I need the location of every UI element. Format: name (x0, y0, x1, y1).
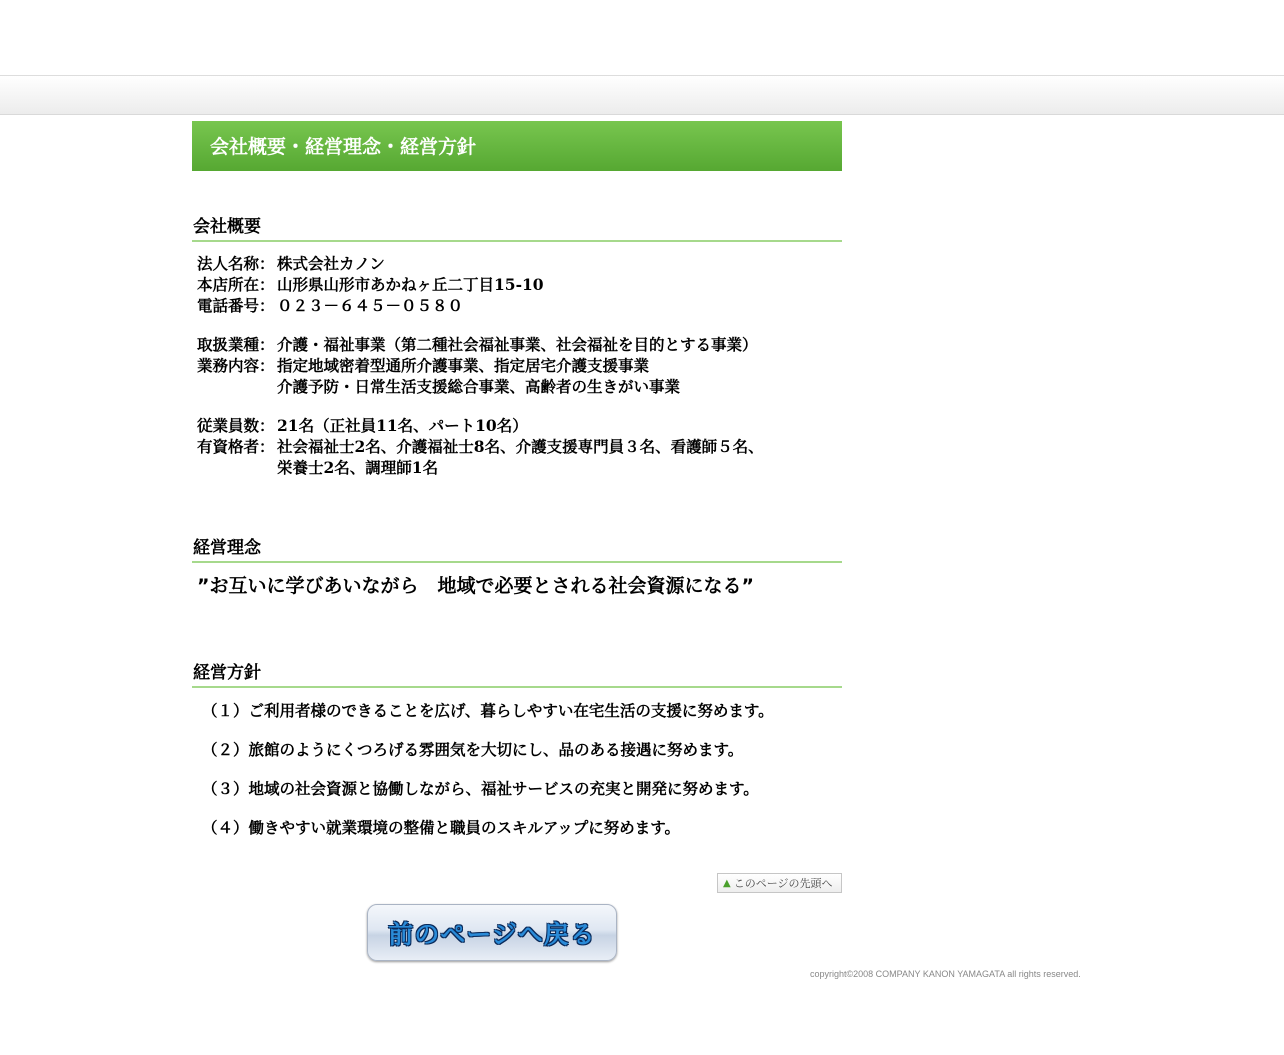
back-button-label: 前のページへ戻る (388, 919, 596, 949)
info-row-employees: 従業員数： 21名（正社員11名、パート10名） (197, 416, 528, 435)
up-arrow-icon: ▲ (723, 877, 731, 889)
info-row-business-type: 取扱業種： 介護・福祉事業（第二種社会福祉事業、社会福祉を目的とする事業） (197, 335, 758, 354)
info-row-phone: 電話番号： ０２３－６４５－０５８０ (197, 296, 464, 315)
back-button[interactable] (367, 904, 617, 961)
policy-item: （４）働きやすい就業環境の整備と職員のスキルアップに努めます。 (202, 819, 681, 837)
page-title: 会社概要・経営理念・経営方針 (192, 121, 842, 171)
info-row-name: 法人名称： 株式会社カノン (197, 254, 385, 273)
company-info (197, 253, 764, 478)
copyright: copyright©2008 COMPANY KANON YAMAGATA all rights reserved. (810, 969, 1081, 979)
policy-heading: 経営方針 (192, 662, 842, 688)
policy-item: （１）ご利用者様のできることを広げ、暮らしやすい在宅生活の支援に努めます。 (202, 702, 774, 720)
policy-item: （３）地域の社会資源と協働しながら、福祉サービスの充実と開発に努めます。 (202, 780, 759, 798)
nav-bar (0, 76, 1284, 115)
company-heading: 会社概要 (192, 216, 842, 242)
info-row-qualified: 有資格者： 社会福祉士2名、介護福祉士8名、介護支援専門員３名、看護師５名、 (197, 437, 764, 456)
info-row-business-content: 業務内容： 指定地域密着型通所介護事業、指定居宅介護支援事業 (197, 356, 650, 375)
philosophy-heading: 経営理念 (192, 537, 842, 563)
policy-item: （２）旅館のようにくつろげる雰囲気を大切にし、品のある接遇に努めます。 (202, 741, 744, 759)
page-top-label: このページの先頭へ (733, 877, 833, 890)
main-content (192, 121, 842, 890)
info-row-qualified-2: 栄養士2名、調理師1名 (277, 458, 439, 477)
info-row-business-content-2: 介護予防・日常生活支援総合事業、高齢者の生きがい事業 (277, 377, 681, 396)
philosophy-text: ”お互いに学びあいながら 地域で必要とされる社会資源になる” (197, 575, 754, 597)
page-top-button[interactable] (717, 873, 842, 893)
info-row-address: 本店所在： 山形県山形市あかねヶ丘二丁目15-10 (197, 275, 544, 294)
